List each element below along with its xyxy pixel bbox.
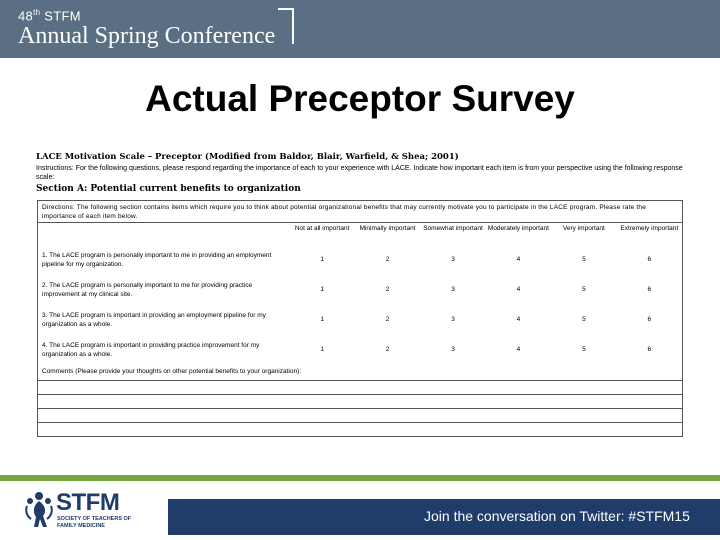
- section-heading: Section A: Potential current benefits to organization: [36, 184, 301, 194]
- rating-option[interactable]: 3: [451, 256, 455, 263]
- twitter-cta: Join the conversation on Twitter: #STFM15: [424, 508, 690, 524]
- stfm-logo-subtitle: SOCIETY OF TEACHERS OF FAMILY MEDICINE: [57, 516, 132, 529]
- logo-frame: [278, 8, 294, 44]
- scale-label: Somewhat important: [423, 225, 483, 232]
- rating-option[interactable]: 4: [516, 286, 521, 293]
- survey-item-text: 1. The LACE program is personally important to me in providing an employment pipeline for my organization.: [42, 252, 272, 268]
- scale-label: Not at all important: [294, 225, 350, 232]
- footer: [0, 475, 720, 540]
- rating-option[interactable]: 6: [647, 346, 652, 353]
- conference-logo: [18, 6, 275, 49]
- rating-option[interactable]: 2: [385, 286, 390, 293]
- survey-item-text: 3. The LACE program is important in providing an employment pipeline for my organization as a whole.: [42, 312, 266, 328]
- rating-option[interactable]: 3: [451, 316, 455, 323]
- figure-icon: [24, 491, 54, 529]
- rating-option[interactable]: 5: [582, 286, 586, 293]
- comment-line[interactable]: [38, 408, 682, 422]
- rating-option[interactable]: 6: [647, 286, 652, 293]
- stfm-logo: [24, 489, 164, 535]
- comments-label: Comments (Please provide your thoughts on other potential benefits to your organization):: [42, 368, 302, 375]
- footer-accent-stripe: [0, 475, 720, 481]
- conference-edition: 48th STFM: [18, 8, 81, 24]
- rating-option[interactable]: 5: [582, 316, 586, 323]
- scale-label: Very important: [562, 225, 605, 232]
- rating-option[interactable]: 5: [582, 256, 586, 263]
- slide-title: Actual Preceptor Survey: [145, 78, 575, 119]
- rating-option[interactable]: 1: [320, 316, 324, 323]
- rating-option[interactable]: 1: [320, 346, 324, 353]
- rating-option[interactable]: 1: [320, 286, 324, 293]
- survey-item-row: [38, 275, 682, 305]
- scale-label: Extremely important: [620, 225, 679, 232]
- conference-name: Annual Spring Conference: [18, 23, 276, 50]
- stfm-logo-name: STFM: [56, 489, 120, 516]
- scale-label: Minimally important: [359, 225, 416, 232]
- twitter-banner: [168, 499, 720, 535]
- rating-option[interactable]: 2: [385, 346, 390, 353]
- scale-label: Moderately important: [487, 225, 549, 232]
- rating-option[interactable]: 6: [647, 316, 652, 323]
- rating-option[interactable]: 4: [516, 346, 521, 353]
- rating-option[interactable]: 4: [516, 256, 521, 263]
- survey-item-row: [38, 335, 682, 365]
- survey-instructions: Instructions: For the following questions, please respond regarding the importance of each to your experience with LACE. Indicate how important each item is from your perspective using the following response scale:: [36, 165, 683, 181]
- rating-option[interactable]: 3: [451, 286, 455, 293]
- survey-item-row: [38, 305, 682, 335]
- rating-option[interactable]: 5: [582, 346, 586, 353]
- comment-line[interactable]: [38, 380, 682, 394]
- conference-header: [0, 0, 720, 58]
- survey-item-text: 4. The LACE program is important in providing practice improvement for my organization as a whole.: [42, 342, 260, 358]
- survey-item-row: [38, 245, 682, 275]
- survey-table: [37, 200, 683, 437]
- rating-option[interactable]: 1: [320, 256, 324, 263]
- rating-option[interactable]: 4: [516, 316, 521, 323]
- scale-header-row: [38, 223, 682, 245]
- comment-line[interactable]: [38, 422, 682, 436]
- survey-item-text: 2. The LACE program is personally important to me for providing practice improvement at my clinical site.: [42, 282, 253, 298]
- rating-option[interactable]: 2: [385, 316, 390, 323]
- rating-option[interactable]: 2: [385, 256, 390, 263]
- survey-directions: Directions: The following section contains items which require you to think about potential organizational benefits that may currently motivate you to participate in the LACE program. Please rate the importance of each item below.: [38, 201, 682, 223]
- survey-title: LACE Motivation Scale – Preceptor (Modified from Baldor, Blair, Warfield, & Shea; 2001): [36, 152, 459, 162]
- rating-option[interactable]: 6: [647, 256, 652, 263]
- rating-option[interactable]: 3: [451, 346, 455, 353]
- comment-line[interactable]: [38, 394, 682, 408]
- header-spacer: [38, 223, 289, 245]
